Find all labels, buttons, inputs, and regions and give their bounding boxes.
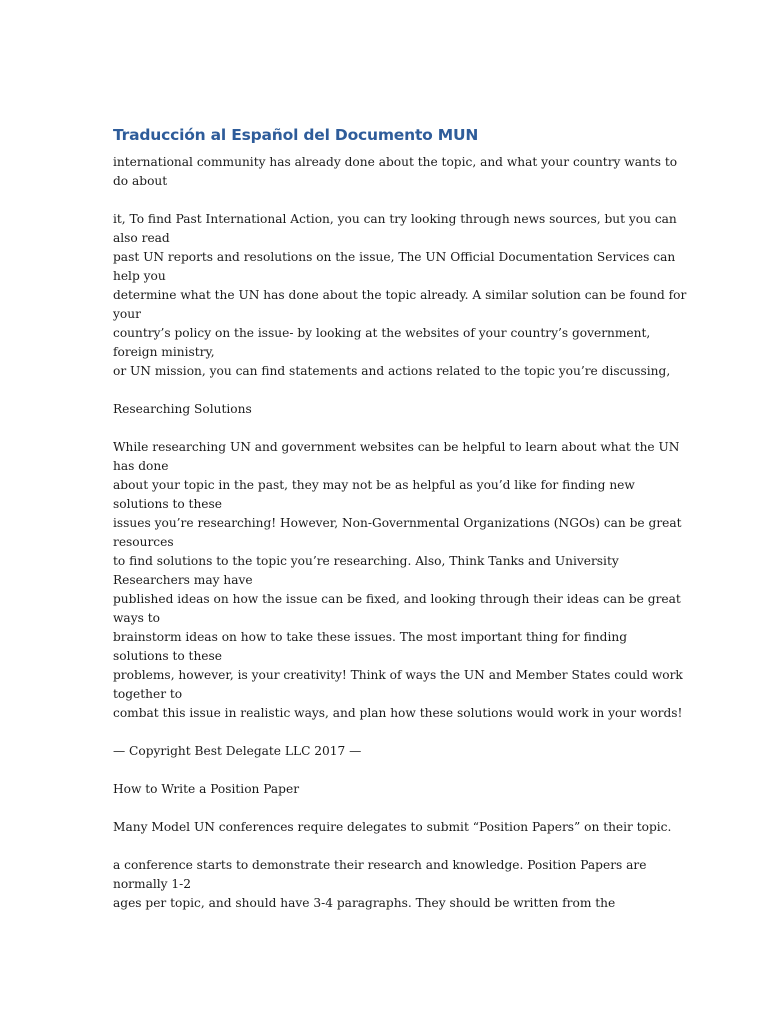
text-line: — Copyright Best Delegate LLC 2017 — bbox=[113, 744, 362, 758]
text-line: Many Model UN conferences require delegates to submit “Position Papers” on their topic. bbox=[113, 820, 672, 834]
text-line: ways to bbox=[113, 611, 160, 625]
text-line: a conference starts to demonstrate their research and knowledge. Position Papers are bbox=[113, 858, 647, 872]
text-line: together to bbox=[113, 687, 183, 701]
text-line: past UN reports and resolutions on the issue, The UN Official Documentation Services can bbox=[113, 250, 676, 264]
blank-line bbox=[113, 761, 661, 780]
text-line: also read bbox=[113, 231, 170, 245]
text-line: published ideas on how the issue can be fixed, and looking through their ideas can be great bbox=[113, 592, 681, 606]
document-content bbox=[113, 124, 687, 913]
text-line: or UN mission, you can find statements and actions related to the topic you’re discussing, bbox=[113, 364, 671, 378]
blank-line bbox=[113, 419, 661, 438]
text-line: Researching Solutions bbox=[113, 402, 252, 416]
text-line: How to Write a Position Paper bbox=[113, 782, 300, 796]
text-line: has done bbox=[113, 459, 169, 473]
text-line: normally 1-2 bbox=[113, 877, 192, 891]
text-line: country’s policy on the issue- by looking at the websites of your country’s government, bbox=[113, 326, 651, 340]
text-line: combat this issue in realistic ways, and plan how these solutions would work in your words! bbox=[113, 706, 683, 720]
text-line: international community has already done about the topic, and what your country wants to bbox=[113, 155, 678, 169]
text-line: solutions to these bbox=[113, 649, 222, 663]
text-line: problems, however, is your creativity! Think of ways the UN and Member States could work bbox=[113, 668, 683, 682]
text-line: resources bbox=[113, 535, 174, 549]
text-line: While researching UN and government websites can be helpful to learn about what the UN bbox=[113, 440, 680, 454]
text-line: your bbox=[113, 307, 141, 321]
document-body bbox=[113, 153, 687, 913]
text-line: it, To find Past International Action, you can try looking through news sources, but you can bbox=[113, 212, 677, 226]
blank-line bbox=[113, 723, 661, 742]
blank-line bbox=[113, 799, 661, 818]
text-line: ages per topic, and should have 3-4 paragraphs. They should be written from the bbox=[113, 896, 616, 910]
text-line: help you bbox=[113, 269, 166, 283]
text-line: issues you’re researching! However, Non-Governmental Organizations (NGOs) can be great bbox=[113, 516, 682, 530]
blank-line bbox=[113, 837, 661, 856]
text-line: do about bbox=[113, 174, 168, 188]
text-line: solutions to these bbox=[113, 497, 222, 511]
text-line: foreign ministry, bbox=[113, 345, 215, 359]
blank-line bbox=[113, 381, 661, 400]
text-line: to find solutions to the topic you’re researching. Also, Think Tanks and University bbox=[113, 554, 619, 568]
text-line: brainstorm ideas on how to take these issues. The most important thing for finding bbox=[113, 630, 627, 644]
blank-line bbox=[113, 191, 661, 210]
text-line: Researchers may have bbox=[113, 573, 253, 587]
text-line: determine what the UN has done about the topic already. A similar solution can be found for bbox=[113, 288, 687, 302]
text-line: about your topic in the past, they may not be as helpful as you’d like for finding new bbox=[113, 478, 635, 492]
document-title: Traducción al Español del Documento MUN bbox=[113, 126, 479, 144]
